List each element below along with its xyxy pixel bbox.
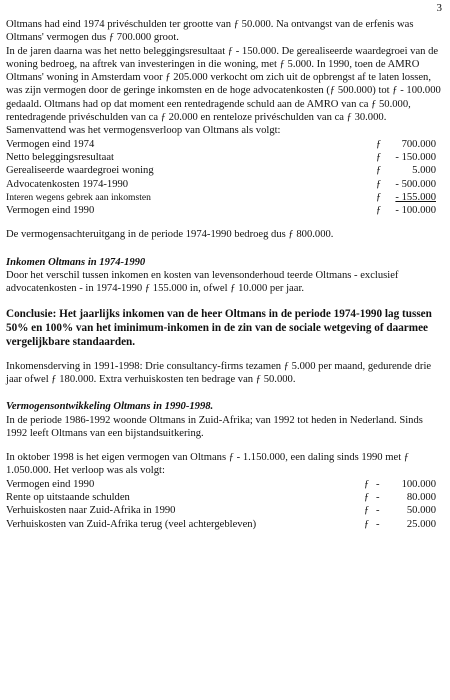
paragraph-opening-debts: Oltmans had eind 1974 privéschulden ter grootte van ƒ 50.000. Na ontvangst van de erfenis was Oltmans' vermogen dus ƒ 700.000 groot.	[6, 19, 414, 44]
paragraph-decline-summary: De vermogensachteruitgang in de periode 1974-1990 bedroeg dus ƒ 800.000.	[6, 229, 334, 241]
wealth-ledger-1990-1998	[6, 478, 436, 531]
ledger-value: 100.000	[401, 478, 436, 490]
currency-symbol: ƒ	[376, 165, 382, 177]
ledger-row	[6, 164, 436, 177]
currency-symbol: ƒ	[364, 518, 370, 530]
ledger-value: - 500.000	[395, 178, 436, 190]
ledger-label: Vermogen eind 1974	[6, 138, 95, 150]
currency-symbol: ƒ	[364, 478, 370, 490]
ledger-value: - 155.000	[395, 191, 436, 203]
ledger-value: 25.000	[406, 518, 436, 530]
ledger-label: Gerealiseerde waardegroei woning	[6, 165, 154, 177]
ledger-amount	[376, 191, 436, 204]
ledger-label: Netto beleggingsresultaat	[6, 151, 114, 163]
ledger-amount	[364, 504, 436, 517]
currency-symbol: ƒ	[376, 191, 382, 203]
ledger-sign: -	[376, 505, 380, 517]
ledger-label: Rente op uitstaande schulden	[6, 492, 130, 504]
ledger-amount	[364, 518, 436, 531]
currency-symbol: ƒ	[376, 178, 382, 190]
ledger-value: 80.000	[406, 492, 436, 504]
paragraph-income-loss: Inkomensderving in 1991-1998: Drie consultancy-firms tezamen ƒ 5.000 per maand, gedurende drie jaar ofwel ƒ 180.000. Extra verhuiskosten ten bedrage van ƒ 50.000.	[6, 360, 432, 385]
ledger-row	[6, 518, 436, 531]
ledger-amount	[376, 138, 436, 151]
ledger-label: Verhuiskosten naar Zuid-Afrika in 1990	[6, 505, 176, 517]
ledger-row	[6, 151, 436, 164]
paragraph-october-1998: In oktober 1998 is het eigen vermogen van Oltmans ƒ - 1.150.000, een daling sinds 1990 met ƒ 1.050.000. Het verloop was als volgt:	[6, 452, 410, 477]
ledger-value: 50.000	[406, 505, 436, 517]
currency-symbol: ƒ	[364, 492, 370, 504]
ledger-amount	[364, 478, 436, 491]
paragraph-income: Door het verschil tussen inkomen en kosten van levensonderhoud teerde Oltmans - exclusief advocatenkosten - in 1974-1990 ƒ 155.000 in, ofwel ƒ 10.000 per jaar.	[6, 270, 399, 295]
ledger-amount	[376, 178, 436, 191]
currency-symbol: ƒ	[376, 151, 382, 163]
heading-income-1974-1990: Inkomen Oltmans in 1974-1990	[6, 256, 146, 268]
wealth-ledger-1974-1990	[6, 138, 436, 218]
ledger-value: 5.000	[412, 165, 436, 177]
document-body	[6, 18, 442, 531]
ledger-amount	[376, 151, 436, 164]
currency-symbol: ƒ	[376, 205, 382, 217]
ledger-label: Interen wegens gebrek aan inkomsten	[6, 191, 151, 203]
ledger-row	[6, 204, 436, 217]
ledger-value: - 100.000	[395, 205, 436, 217]
ledger-row	[6, 191, 436, 204]
paragraph-wealth-development: In de jaren daarna was het netto beleggingsresultaat ƒ - 150.000. De gerealiseerde waardegroei van de woning bedroeg, na aftrek van investeringen in die woning, met ƒ 5.000. In 1990, toen de AMRO Oltmans' woning in Amsterdam voor ƒ 205.000 verkocht om zich uit de opbrengst af te laten lossen, was zijn vermogen door de geringe inkomsten en de hoge advocatenkosten (ƒ 500.000) tot ƒ - 100.000 gedaald. Oltmans had op dat moment een rentedragende schuld aan de AMRO van ca ƒ 50.000, rentedragende privéschulden van ca ƒ 20.000 en renteloze privéschulden van ca ƒ 30.000. Samenvattend was het vermogensverloop van Oltmans als volgt:	[6, 45, 441, 137]
ledger-amount	[376, 204, 436, 217]
ledger-row	[6, 491, 436, 504]
page-number: 3	[436, 2, 442, 14]
ledger-value: 700.000	[401, 138, 436, 150]
currency-symbol: ƒ	[376, 138, 382, 150]
ledger-sign: -	[376, 492, 380, 504]
ledger-value: - 150.000	[395, 151, 436, 163]
ledger-row	[6, 178, 436, 191]
ledger-sign: -	[376, 478, 380, 490]
ledger-row	[6, 504, 436, 517]
ledger-label: Verhuiskosten van Zuid-Afrika terug (veel achtergebleven)	[6, 518, 257, 530]
ledger-label: Vermogen eind 1990	[6, 205, 95, 217]
currency-symbol: ƒ	[364, 505, 370, 517]
paragraph-residence: In de periode 1986-1992 woonde Oltmans in Zuid-Afrika; van 1992 tot heden in Nederland. Sinds 1992 leeft Oltmans van een bijstandsuitkering.	[6, 414, 423, 439]
ledger-amount	[364, 491, 436, 504]
ledger-amount	[376, 164, 436, 177]
ledger-sign: -	[376, 518, 380, 530]
ledger-label: Vermogen eind 1990	[6, 478, 95, 490]
ledger-row	[6, 138, 436, 151]
ledger-row	[6, 478, 436, 491]
ledger-label: Advocatenkosten 1974-1990	[6, 178, 129, 190]
conclusion-paragraph: Conclusie: Het jaarlijks inkomen van de heer Oltmans in de periode 1974-1990 lag tussen 50% en 100% van het iminimum-inkomen in de zin van de sociale wetgeving of daarmee vergelijkbare standaarden.	[6, 307, 432, 348]
heading-wealth-1990-1998: Vermogensontwikkeling Oltmans in 1990-1998.	[6, 401, 214, 413]
